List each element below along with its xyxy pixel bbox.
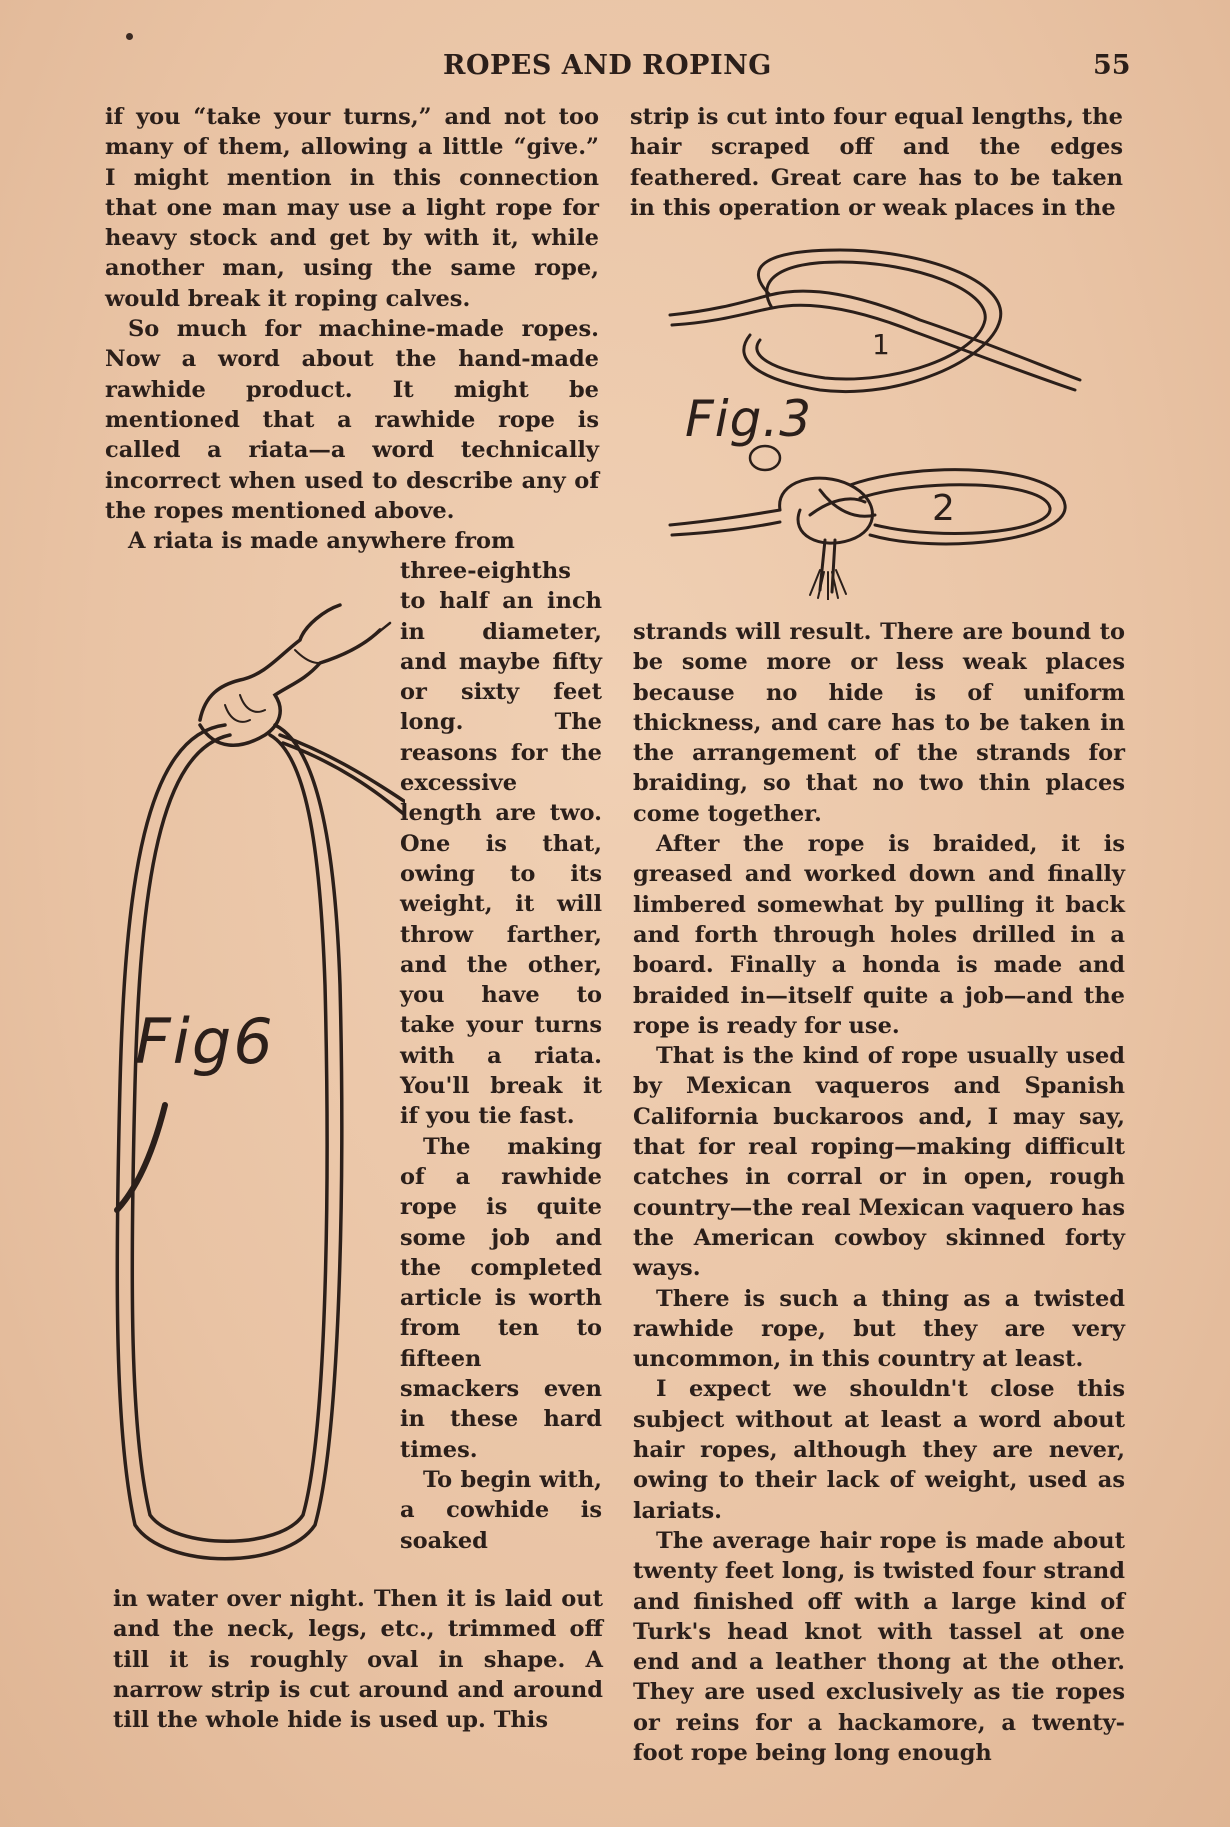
paragraph: if you “take your turns,” and not too many of them, allowing a little “give.” I might mention in this connection that one man may use a light rope for heavy stock and get by with it, while another man, using the same rope, would break it roping calves. — [105, 104, 599, 312]
paragraph: in water over night. Then it is laid out and the neck, legs, etc., trimmed off till it is roughly oval in shape. A narrow strip is cut around and around till the whole hide is used up. This — [113, 1586, 603, 1734]
ink-speck — [126, 33, 133, 40]
paragraph: That is the kind of rope usually used by Mexican vaqueros and Spanish California buckaroos and, I may say, that for real roping—making difficult catches in corral or in open, rough country—the real Mexican vaquero has the American cowboy skinned forty ways. — [633, 1043, 1125, 1282]
right-column-top — [630, 102, 1123, 223]
paragraph: To begin with, a cowhide is soaked — [400, 1466, 602, 1554]
riata-loop-drawing — [105, 585, 405, 1585]
figure-3-caption: Fig.3 — [685, 390, 813, 448]
running-title: ROPES AND ROPING — [443, 50, 772, 81]
figure-3 — [660, 240, 1090, 600]
paragraph: A riata is made anywhere from — [128, 528, 515, 555]
left-column-narrow — [400, 556, 602, 1556]
page-number: 55 — [1093, 50, 1131, 81]
paragraph: three-eighths to half an inch in diameter, and maybe fifty or sixty feet long. The reasons for the excessive length are two. One is that, owing to its weight, it will throw farther, and the other, you have to take your turns with a riata. You'll break it if you tie fast. — [400, 558, 602, 1130]
figure-6-caption: Fig6 — [135, 1005, 275, 1078]
figure-3-label-2: 2 — [932, 488, 955, 529]
figure-3-label-1: 1 — [872, 328, 890, 361]
right-column-bottom — [633, 617, 1125, 1768]
left-column-top — [105, 102, 599, 556]
running-header — [0, 50, 1230, 90]
left-column-bottom — [113, 1584, 603, 1735]
paragraph: After the rope is braided, it is greased and worked down and finally limbered somewhat by pulling it back and forth through holes drilled in a board. Finally a honda is made and braided in—itself quite a job—and the rope is ready for use. — [633, 831, 1125, 1039]
paragraph: There is such a thing as a twisted rawhide rope, but they are very uncommon, in this country at least. — [633, 1285, 1125, 1373]
caption-flourish — [750, 446, 780, 470]
paragraph: strands will result. There are bound to be some more or less weak places because no hide is of uniform thickness, and care has to be taken in the arrangement of the strands for braiding, so that no two thin places come together. — [633, 619, 1125, 827]
paragraph: The average hair rope is made about twenty feet long, is twisted four strand and finished off with a large kind of Turk's head knot with tassel at one end and a leather thong at the other. They are used exclusively as tie ropes or reins for a hackamore, a twenty-foot rope being long enough — [633, 1527, 1125, 1766]
paragraph: So much for machine-made ropes. Now a word about the hand-made rawhide product. It might be mentioned that a rawhide rope is called a riata—a word technically incorrect when used to describe any of the ropes mentioned above. — [105, 316, 599, 524]
paragraph: strip is cut into four equal lengths, the hair scraped off and the edges feathered. Great care has to be taken in this operation or weak places in the — [630, 104, 1123, 221]
figure-6 — [105, 585, 405, 1585]
paragraph: The making of a rawhide rope is quite some job and the completed article is worth from ten to fifteen smackers even in these hard times. — [400, 1133, 602, 1463]
paragraph: I expect we shouldn't close this subject without at least a word about hair ropes, although they are never, owing to their lack of weight, used as lariats. — [633, 1376, 1125, 1524]
